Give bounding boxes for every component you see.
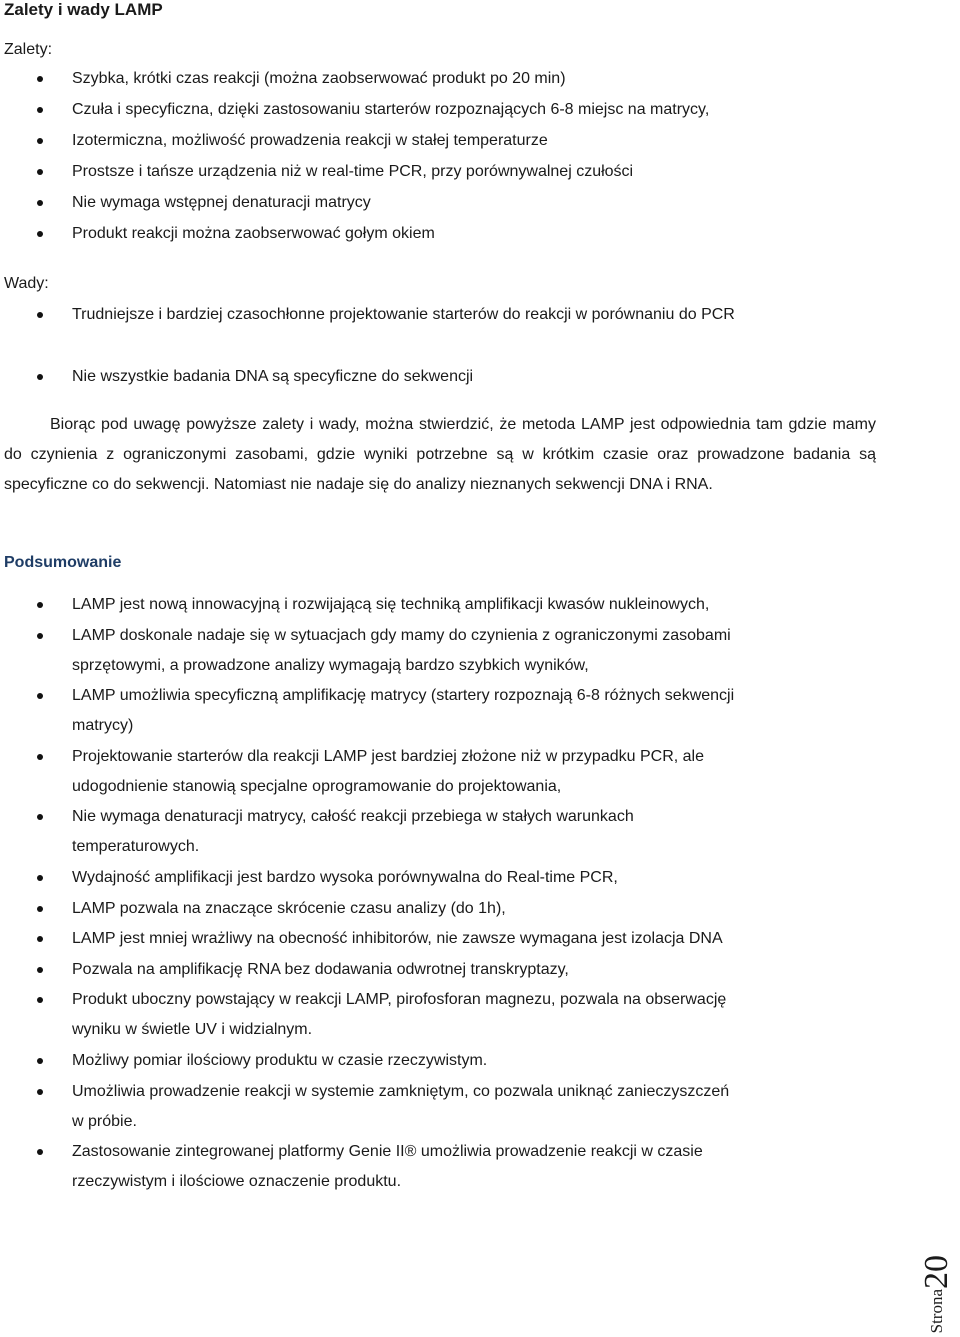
conclusion-text: Biorąc pod uwagę powyższe zalety i wady, można stwierdzić, że metoda LAMP jest odpowiednia tam gdzie mamy do czynienia z ograniczonymi zasobami, gdzie wyniki potrzebne są w krótkim czasie oraz prowadzone badania są specyficzne co do sekwencji. Natomiast nie nadaje się do analizy nieznanych sekwencji DNA i RNA.	[4, 416, 876, 493]
page-number-value: 20	[918, 1254, 955, 1289]
bullet-icon	[37, 693, 43, 699]
list-item-text: udogodnienie stanowią specjalne oprogramowanie do projektowania,	[72, 777, 562, 795]
pros-label: Zalety:	[4, 41, 53, 58]
list-item-text: wyniku w świetle UV i widzialnym.	[72, 1021, 313, 1039]
summary-heading: Podsumowanie	[4, 554, 122, 571]
bullet-icon	[37, 76, 43, 82]
list-item-text: Wydajność amplifikacji jest bardzo wysoka porównywalna do Real-time PCR,	[72, 869, 618, 886]
bullet-icon	[37, 602, 43, 608]
list-item-text: Szybka, krótki czas reakcji (można zaobserwować produkt po 20 min)	[72, 70, 566, 87]
bullet-icon	[37, 633, 43, 639]
list-item-text: LAMP pozwala na znaczące skrócenie czasu analizy (do 1h),	[72, 899, 506, 917]
bullet-icon	[37, 1149, 43, 1155]
list-item-text: Czuła i specyficzna, dzięki zastosowaniu starterów rozpoznających 6-8 miejsc na matrycy,	[72, 101, 710, 118]
list-item-text: Izotermiczna, możliwość prowadzenia reakcji w stałej temperaturze	[72, 132, 548, 149]
list-item-text: matrycy)	[72, 717, 134, 735]
bullet-icon	[37, 200, 43, 206]
list-item-text: Projektowanie starterów dla reakcji LAMP jest bardziej złożone niż w przypadku PCR, ale	[72, 747, 704, 765]
bullet-icon	[37, 814, 43, 820]
page-number	[920, 1255, 954, 1333]
list-item-text: LAMP umożliwia specyficzną amplifikację matrycy (startery rozpoznają 6-8 różnych sekwencji	[72, 687, 735, 705]
list-item-text: sprzętowymi, a prowadzone analizy wymagają bardzo szybkich wyników,	[72, 656, 589, 674]
page-number-word: Strona	[927, 1288, 946, 1333]
bullet-icon	[37, 1058, 43, 1064]
list-item-text: Nie wszystkie badania DNA są specyficzne do sekwencji	[72, 368, 474, 385]
page-title: Zalety i wady LAMP	[4, 0, 163, 19]
list-item-text: LAMP doskonale nadaje się w sytuacjach gdy mamy do czynienia z ograniczonymi zasobami	[72, 626, 731, 644]
list-item-text: Produkt uboczny powstający w reakcji LAMP, pirofosforan magnezu, pozwala na obserwację	[72, 991, 727, 1009]
bullet-icon	[37, 936, 43, 942]
bullet-icon	[37, 997, 43, 1003]
list-item-text: Pozwala na amplifikację RNA bez dodawania odwrotnej transkryptazy,	[72, 960, 569, 978]
bullet-icon	[37, 754, 43, 760]
list-item-text: Trudniejsze i bardziej czasochłonne projektowanie starterów do reakcji w porównaniu do PCR	[72, 306, 735, 323]
list-item-text: Umożliwia prowadzenie reakcji w systemie zamkniętym, co pozwala uniknąć zanieczyszczeń	[72, 1082, 730, 1100]
bullet-icon	[37, 107, 43, 113]
bullet-icon	[37, 1089, 43, 1095]
list-item-text: Prostsze i tańsze urządzenia niż w real-time PCR, przy porównywalnej czułości	[72, 163, 634, 180]
bullet-icon	[37, 138, 43, 144]
list-item-text: Zastosowanie zintegrowanej platformy Genie II® umożliwia prowadzenie reakcji w czasie	[72, 1143, 703, 1161]
list-item-text: Nie wymaga wstępnej denaturacji matrycy	[72, 194, 371, 211]
bullet-icon	[37, 906, 43, 912]
conclusion-paragraph	[4, 410, 876, 500]
list-item-text: Możliwy pomiar ilościowy produktu w czasie rzeczywistym.	[72, 1052, 488, 1069]
bullet-icon	[37, 967, 43, 973]
list-item-text: rzeczywistym i ilościowe oznaczenie produktu.	[72, 1173, 402, 1191]
list-item-text: temperaturowych.	[72, 838, 200, 856]
list-item-text: LAMP jest nową innowacyjną i rozwijającą się techniką amplifikacji kwasów nukleinowych,	[72, 596, 710, 613]
list-item-text: Produkt reakcji można zaobserwować gołym okiem	[72, 225, 435, 242]
bullet-icon	[37, 374, 43, 380]
list-item-text: Nie wymaga denaturacji matrycy, całość reakcji przebiega w stałych warunkach	[72, 808, 634, 826]
bullet-icon	[37, 875, 43, 881]
bullet-icon	[37, 231, 43, 237]
list-item-text: LAMP jest mniej wrażliwy na obecność inhibitorów, nie zawsze wymagana jest izolacja DNA	[72, 930, 723, 948]
cons-label: Wady:	[4, 275, 49, 292]
bullet-icon	[37, 312, 43, 318]
list-item-text: w próbie.	[72, 1112, 137, 1130]
bullet-icon	[37, 169, 43, 175]
